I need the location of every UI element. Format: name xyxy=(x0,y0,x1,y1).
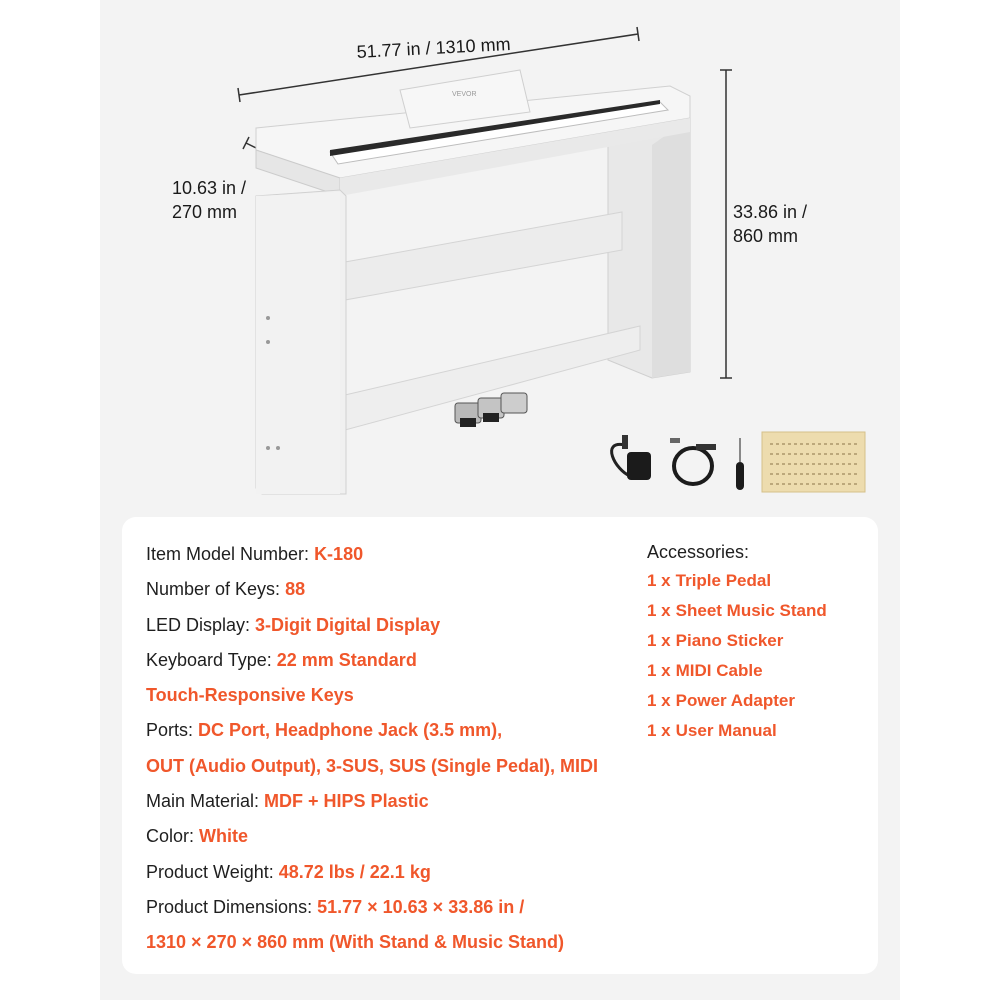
accessories-list xyxy=(647,538,867,746)
accessory-item: 1 x Sheet Music Stand xyxy=(647,601,827,620)
spec-keys: Number of Keys: 88 xyxy=(146,579,306,600)
height-dimension-line xyxy=(720,70,732,378)
depth-line-1: 10.63 in / xyxy=(172,178,247,198)
accessories-title: Accessories: xyxy=(647,542,750,562)
midi-cable-icon xyxy=(670,438,716,484)
depth-dimension-label xyxy=(172,176,272,224)
spec-material: Main Material: MDF + HIPS Plastic xyxy=(146,791,429,812)
spec-list xyxy=(146,537,636,961)
screwdriver-icon xyxy=(736,438,744,490)
accessory-item: 1 x Triple Pedal xyxy=(647,571,772,590)
piano-body xyxy=(256,70,690,494)
depth-line-2: 270 mm xyxy=(172,202,238,222)
height-line-2: 860 mm xyxy=(733,226,799,246)
height-dimension-label xyxy=(733,200,833,248)
accessory-item: 1 x Power Adapter xyxy=(647,691,795,710)
spec-dimensions: Product Dimensions: 51.77 × 10.63 × 33.86 in / xyxy=(146,896,525,917)
spec-ports-cont: OUT (Audio Output), 3-SUS, SUS (Single Pedal), MIDI xyxy=(146,755,598,776)
width-dimension-label: 51.77 in / 1310 mm xyxy=(356,33,512,62)
spec-color: Color: White xyxy=(146,826,249,847)
spec-dimensions-cont: 1310 × 270 × 860 mm (With Stand & Music Stand) xyxy=(146,932,564,953)
piano-sticker-icon xyxy=(762,432,865,492)
accessory-item: 1 x MIDI Cable xyxy=(647,661,763,680)
spec-ports: Ports: DC Port, Headphone Jack (3.5 mm), xyxy=(146,720,503,741)
accessory-item: 1 x Piano Sticker xyxy=(647,631,784,650)
spec-model: Item Model Number: K-180 xyxy=(146,544,364,564)
spec-weight: Product Weight: 48.72 lbs / 22.1 kg xyxy=(146,861,431,882)
height-line-1: 33.86 in / xyxy=(733,202,808,222)
spec-keyboard: Keyboard Type: 22 mm Standard xyxy=(146,649,417,670)
power-adapter-icon xyxy=(612,435,651,480)
pedals xyxy=(455,393,527,427)
brand-label: VEVOR xyxy=(452,91,477,98)
spec-keyboard-cont: Touch-Responsive Keys xyxy=(146,685,354,706)
accessory-item: 1 x User Manual xyxy=(647,721,777,740)
spec-display: LED Display: 3-Digit Digital Display xyxy=(146,614,441,635)
